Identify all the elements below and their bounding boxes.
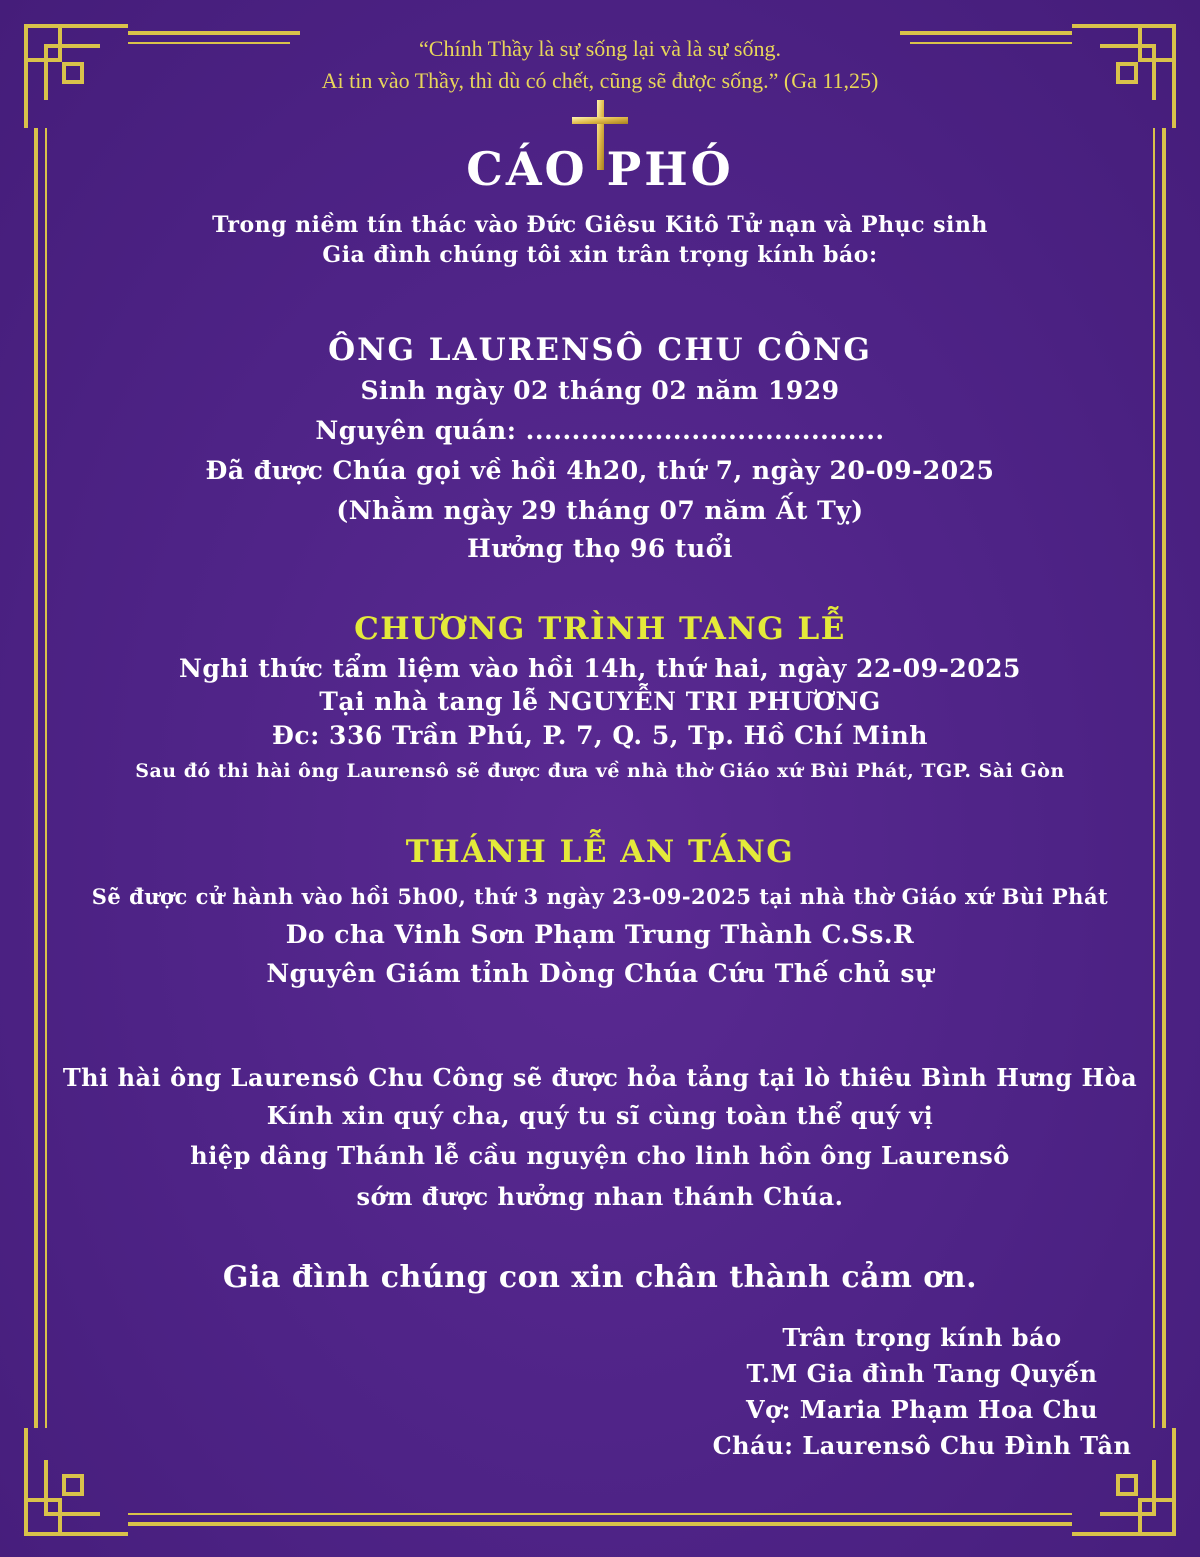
mass-line-1: Sẽ được cử hành vào hồi 5h00, thứ 3 ngày 23-09-2025 tại nhà thờ Giáo xứ Bùi Phát	[91, 884, 1109, 909]
closing-line-2: Kính xin quý cha, quý tu sĩ cùng toàn thể quý vị	[266, 1101, 934, 1130]
signature-line-3: Vợ: Maria Phạm Hoa Chu	[745, 1395, 1098, 1424]
age-text: Hưởng thọ 96 tuổi	[467, 534, 733, 563]
program-line-2: Tại nhà tang lễ NGUYỄN TRI PHƯƠNG	[319, 687, 881, 716]
intro-line-2: Gia đình chúng tôi xin trân trọng kính báo:	[322, 242, 878, 268]
intro-line-1: Trong niềm tín thác vào Đức Giêsu Kitô Tử nạn và Phục sinh	[212, 212, 988, 238]
signature-line-2: T.M Gia đình Tang Quyến	[746, 1359, 1098, 1388]
program-address: Đc: 336 Trần Phú, P. 7, Q. 5, Tp. Hồ Chí Minh	[272, 721, 928, 750]
thanks-text: Gia đình chúng con xin chân thành cảm ơn.	[222, 1260, 978, 1295]
program-line-1: Nghi thức tẩm liệm vào hồi 14h, thứ hai, ngày 22-09-2025	[179, 654, 1021, 683]
mass-line-2: Do cha Vinh Sơn Phạm Trung Thành C.Ss.R	[285, 920, 915, 949]
page-title: CÁO PHÓ	[466, 142, 734, 196]
origin-field: Nguyên quán: .......................................	[315, 416, 885, 445]
death-date: Đã được Chúa gọi về hồi 4h20, thứ 7, ngày 20-09-2025	[205, 456, 995, 485]
closing-line-1: Thi hài ông Laurensô Chu Công sẽ được hỏa tảng tại lò thiêu Bình Hưng Hòa	[62, 1063, 1138, 1092]
mass-heading: THÁNH LỄ AN TÁNG	[405, 834, 795, 870]
scripture-quote-line-2: Ai tin vào Thầy, thì dù có chết, cũng sẽ được sống.” (Ga 11,25)	[321, 68, 879, 93]
signature-line-4: Cháu: Laurensô Chu Đình Tân	[712, 1431, 1132, 1460]
birth-date: Sinh ngày 02 tháng 02 năm 1929	[360, 376, 840, 405]
program-heading: CHƯƠNG TRÌNH TANG LỄ	[354, 611, 846, 647]
deceased-name: ÔNG LAURENSÔ CHU CÔNG	[328, 332, 872, 368]
signature-line-1: Trân trọng kính báo	[782, 1323, 1062, 1352]
closing-line-4: sớm được hưởng nhan thánh Chúa.	[356, 1182, 844, 1211]
mass-line-3: Nguyên Giám tỉnh Dòng Chúa Cứu Thế chủ sự	[266, 959, 934, 988]
closing-line-3: hiệp dâng Thánh lễ cầu nguyện cho linh hồn ông Laurensô	[190, 1141, 1010, 1170]
scripture-quote-line-1: “Chính Thầy là sự sống lại và là sự sống.	[419, 36, 781, 61]
lunar-date: (Nhằm ngày 29 tháng 07 năm Ất Tỵ)	[336, 496, 864, 525]
program-line-4: Sau đó thi hài ông Laurensô sẽ được đưa về nhà thờ Giáo xứ Bùi Phát, TGP. Sài Gòn	[135, 760, 1065, 782]
